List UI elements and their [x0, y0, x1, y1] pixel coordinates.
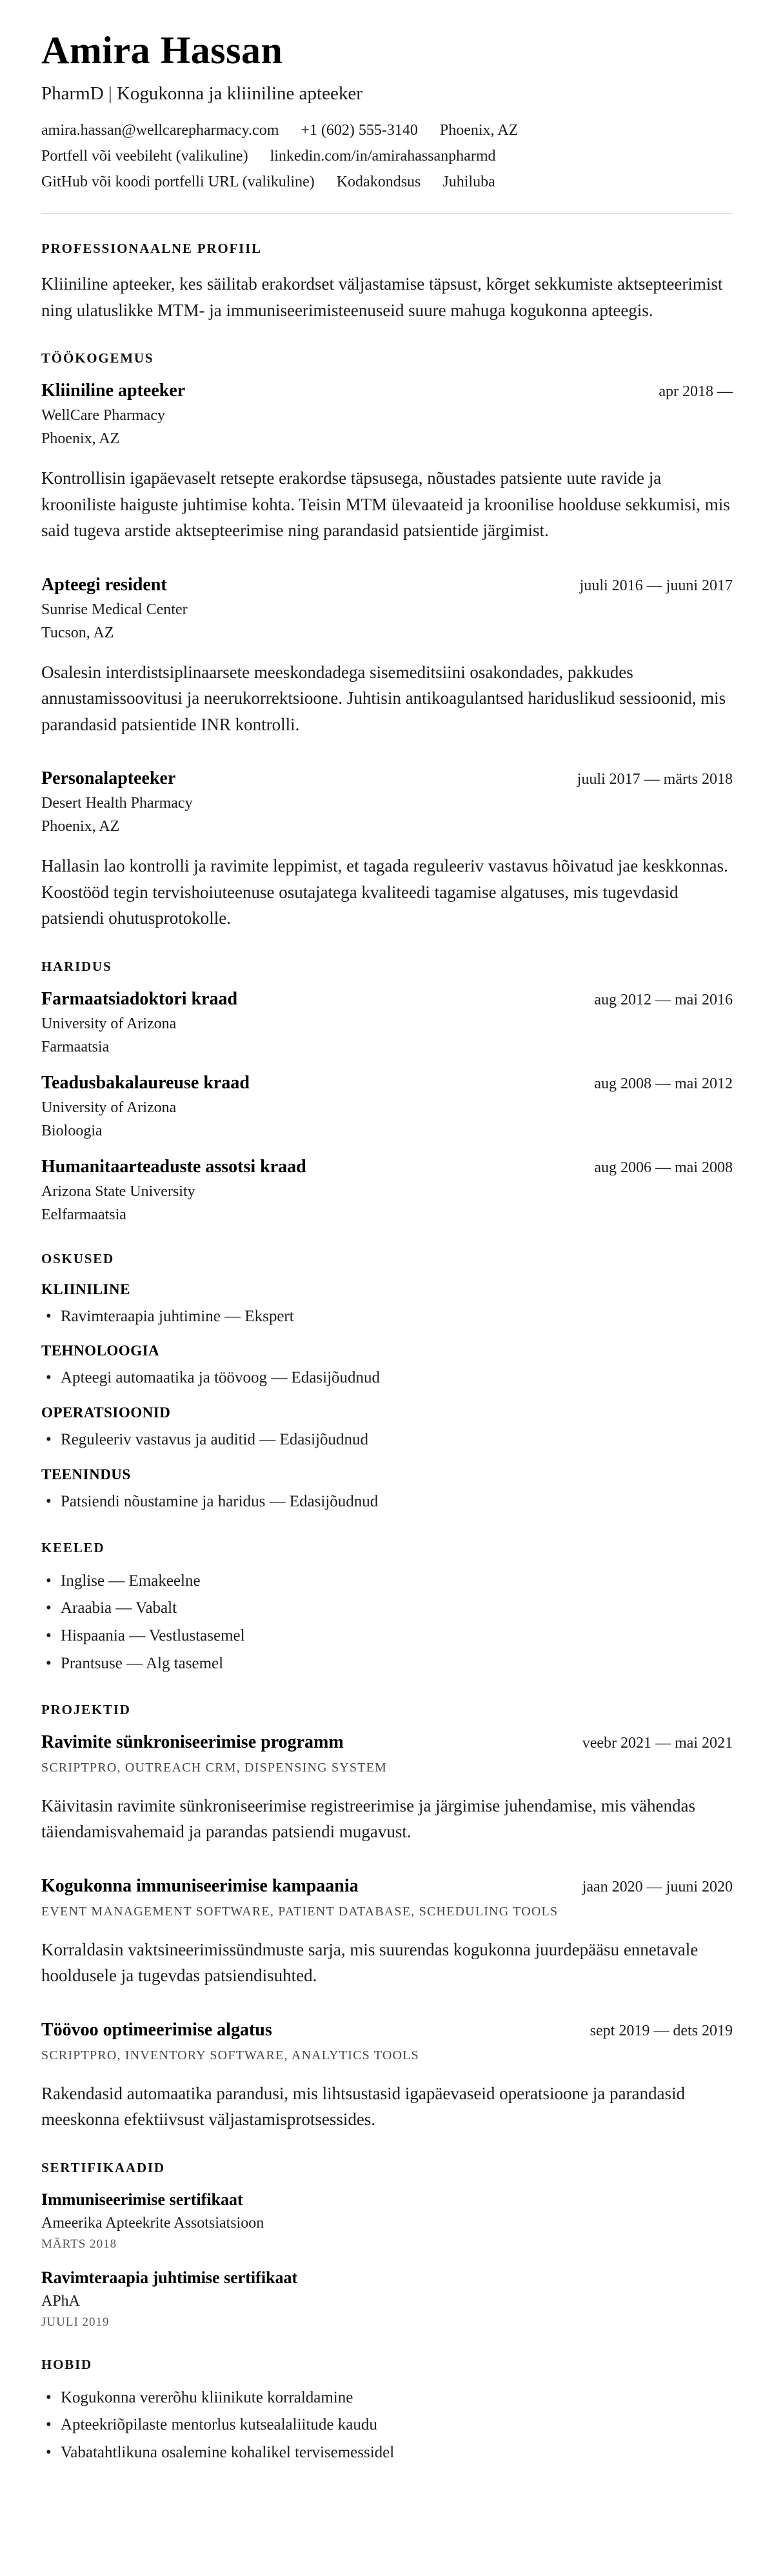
education-heading: HARIDUS — [41, 958, 112, 974]
profile-heading: PROFESSIONAALNE PROFIIL — [41, 241, 262, 256]
skill-list — [41, 1429, 733, 1451]
job-title: Personalapteeker — [41, 768, 176, 788]
project-title: Kogukonna immuniseerimise kampaania — [41, 1875, 359, 1896]
certification-issuer: APhA — [41, 2292, 81, 2310]
education-entry — [41, 1073, 733, 1140]
job-title: Apteegi resident — [41, 574, 167, 595]
skill-category: KLIINILINE — [41, 1281, 130, 1297]
degree-title: Humanitaarteaduste assotsi kraad — [41, 1156, 306, 1177]
section-education — [41, 959, 733, 1224]
job-entry — [41, 768, 733, 932]
job-dates: apr 2018 — — [659, 383, 733, 400]
profile-text: Kliiniline apteeker, kes säilitab erakordset väljastamise täpsust, kõrget sekkumiste aktsepteerimist ning ulatuslikke MTM- ja immuniseerimisteenuseid suure mahuga kogukonna apteegis. — [41, 274, 723, 320]
hobbies-heading: HOBID — [41, 2356, 93, 2372]
certification-entry — [41, 2268, 733, 2330]
language-item: • Prantsuse — Alg tasemel — [41, 1653, 733, 1675]
skill-item: • Apteegi automaatika ja töövoog — Edasijõudnud — [41, 1367, 733, 1389]
language-item: • Inglise — Emakeelne — [41, 1570, 733, 1592]
skill-category: TEENINDUS — [41, 1466, 131, 1483]
skill-item: • Ravimteraapia juhtimine — Ekspert — [41, 1306, 733, 1328]
degree-title: Teadusbakalaureuse kraad — [41, 1072, 250, 1093]
projects-heading: PROJEKTID — [41, 1701, 131, 1717]
project-description: Korraldasin vaktsineerimissündmuste sarja, mis suurendas kogukonna juurdepääsu ennetavale hooldusele ja tugevdas patsiendisuhted. — [41, 1939, 699, 1985]
skill-list — [41, 1367, 733, 1389]
project-entry — [41, 2020, 733, 2133]
project-tools: SCRIPTPRO, INVENTORY SOFTWARE, ANALYTICS TOOLS — [41, 2048, 419, 2062]
skills-heading: OSKUSED — [41, 1250, 114, 1266]
project-dates: veebr 2021 — mai 2021 — [582, 1734, 733, 1752]
job-location: Phoenix, AZ — [41, 430, 120, 447]
project-description: Käivitasin ravimite sünkroniseerimise registreerimise ja järgimise juhendamise, mis vähendas täiendamisvahemaid ja parandas patsiendi mugavust. — [41, 1795, 695, 1841]
skill-category: OPERATSIOONID — [41, 1404, 171, 1421]
project-description: Rakendasid automaatika parandusi, mis lihtsustasid igapäevaseid operatsioone ja parandasid meeskonna efektiivsust väljastamisprotsessides. — [41, 2083, 685, 2129]
skill-group — [41, 1343, 733, 1389]
hobby-item: • Kogukonna vererõhu kliinikute korraldamine — [41, 2387, 733, 2409]
job-company: Sunrise Medical Center — [41, 601, 188, 618]
field-of-study: Bioloogia — [41, 1122, 103, 1139]
hobby-list — [41, 2387, 733, 2464]
phone-text: +1 (602) 555-3140 — [301, 122, 418, 139]
project-head — [41, 1732, 733, 1753]
project-tools: EVENT MANAGEMENT SOFTWARE, PATIENT DATABASE, SCHEDULING TOOLS — [41, 1904, 559, 1919]
citizenship-text: Kodakondsus — [336, 174, 421, 190]
section-projects — [41, 1702, 733, 2133]
job-dates: juuli 2016 — juuni 2017 — [579, 577, 733, 594]
field-of-study: Eelfarmaatsia — [41, 1206, 126, 1223]
job-entry — [41, 575, 733, 738]
language-item: • Araabia — Vabalt — [41, 1597, 733, 1619]
education-dates: aug 2012 — mai 2016 — [594, 991, 733, 1008]
certifications-heading: SERTIFIKAADID — [41, 2159, 165, 2175]
section-skills — [41, 1251, 733, 1513]
job-dates: juuli 2017 — märts 2018 — [577, 771, 733, 788]
hobby-item: • Apteekriõpilaste mentorlus kutsealaliitude kaudu — [41, 2414, 733, 2436]
project-dates: sept 2019 — dets 2019 — [590, 2022, 733, 2039]
skill-group — [41, 1404, 733, 1451]
skill-category: TEHNOLOOGIA — [41, 1343, 160, 1359]
project-tools: SCRIPTPRO, OUTREACH CRM, DISPENSING SYSTEM — [41, 1760, 388, 1775]
job-company: Desert Health Pharmacy — [41, 795, 193, 812]
school-name: University of Arizona — [41, 1015, 177, 1032]
language-item: • Hispaania — Vestlustasemel — [41, 1625, 733, 1647]
job-description: Kontrollisin igapäevaselt retsepte erakordse täpsusega, nõustades patsiente uute ravide ja krooniliste haiguste juhtimise kohta. Teisin MTM ülevaateid ja kroonilise hoolduse sekkumisi, mis said tugeva arstide aktsepteerimise ning parandasid patsientide järgimist. — [41, 468, 730, 540]
job-description: Hallasin lao kontrolli ja ravimite leppimist, et tagada reguleeriv vastavus hõivatud jae keskkonnas. Koostööd tegin tervishoiuteenuse osutajatega kvaliteedi tagamise algatuses, mis tugevdasid patsiendi ohutusprotokolle. — [41, 856, 728, 928]
location-text: Phoenix, AZ — [439, 122, 519, 139]
education-head — [41, 1157, 733, 1177]
certification-date: MÄRTS 2018 — [41, 2237, 117, 2251]
project-head — [41, 1876, 733, 1897]
certification-name: Ravimteraapia juhtimise sertifikaat — [41, 2268, 298, 2287]
linkedin-text: linkedin.com/in/amirahassanpharmd — [270, 148, 496, 165]
education-entry — [41, 1157, 733, 1224]
certification-date: JUULI 2019 — [41, 2315, 110, 2329]
section-certifications — [41, 2160, 733, 2330]
certification-issuer: Ameerika Apteekrite Assotsiatsioon — [41, 2214, 264, 2232]
section-experience — [41, 350, 733, 932]
project-entry — [41, 1732, 733, 1845]
section-profile — [41, 241, 733, 323]
education-dates: aug 2008 — mai 2012 — [594, 1075, 733, 1092]
education-head — [41, 1073, 733, 1093]
job-head — [41, 768, 733, 789]
hobby-item: • Vabatahtlikuna osalemine kohalikel tervisemessidel — [41, 2442, 733, 2464]
languages-heading: KEELED — [41, 1539, 105, 1555]
school-name: University of Arizona — [41, 1099, 177, 1116]
job-head — [41, 381, 733, 401]
resume-header — [41, 28, 733, 191]
skill-list — [41, 1306, 733, 1328]
language-list — [41, 1570, 733, 1675]
job-location: Tucson, AZ — [41, 624, 114, 641]
education-dates: aug 2006 — mai 2008 — [594, 1159, 733, 1176]
project-dates: jaan 2020 — juuni 2020 — [582, 1878, 733, 1895]
job-description: Osalesin interdistsiplinaarsete meeskondadega sisemeditsiini osakondades, pakkudes annustamissoovitusi ja neerukorrektsioone. Juhtisin antikoagulantsed hariduslikud sessioonid, mis parandasid patsientide INR kontrolli. — [41, 662, 726, 734]
education-entry — [41, 989, 733, 1056]
section-languages — [41, 1540, 733, 1675]
degree-title: Farmaatsiadoktori kraad — [41, 988, 238, 1009]
portfolio-placeholder-text: Portfell või veebileht (valikuline) — [41, 148, 248, 165]
skill-list — [41, 1491, 733, 1513]
skill-group — [41, 1281, 733, 1328]
job-company: WellCare Pharmacy — [41, 407, 165, 424]
certification-entry — [41, 2190, 733, 2252]
skill-item: • Patsiendi nõustamine ja haridus — Edasijõudnud — [41, 1491, 733, 1513]
person-name: Amira Hassan — [41, 29, 283, 72]
school-name: Arizona State University — [41, 1183, 195, 1200]
job-head — [41, 575, 733, 595]
project-title: Ravimite sünkroniseerimise programm — [41, 1732, 344, 1752]
header-divider — [41, 213, 733, 214]
certification-name: Immuniseerimise sertifikaat — [41, 2190, 243, 2209]
project-head — [41, 2020, 733, 2041]
education-head — [41, 989, 733, 1010]
person-title: PharmD | Kogukonna ja kliiniline apteeker — [41, 83, 362, 104]
project-entry — [41, 1876, 733, 1989]
contact-row-3 — [41, 174, 733, 191]
field-of-study: Farmaatsia — [41, 1038, 110, 1055]
skill-group — [41, 1466, 733, 1513]
section-hobbies — [41, 2357, 733, 2464]
skill-item: • Reguleeriv vastavus ja auditid — Edasijõudnud — [41, 1429, 733, 1451]
contact-row-2 — [41, 148, 733, 165]
experience-heading: TÖÖKOGEMUS — [41, 350, 154, 366]
contact-row-1 — [41, 122, 733, 139]
email-text: amira.hassan@wellcarepharmacy.com — [41, 122, 279, 139]
job-entry — [41, 381, 733, 544]
github-placeholder-text: GitHub või koodi portfelli URL (valikuline) — [41, 174, 315, 190]
job-location: Phoenix, AZ — [41, 818, 120, 835]
project-title: Töövoo optimeerimise algatus — [41, 2019, 272, 2040]
job-title: Kliiniline apteeker — [41, 381, 186, 401]
license-text: Juhiluba — [442, 174, 495, 190]
